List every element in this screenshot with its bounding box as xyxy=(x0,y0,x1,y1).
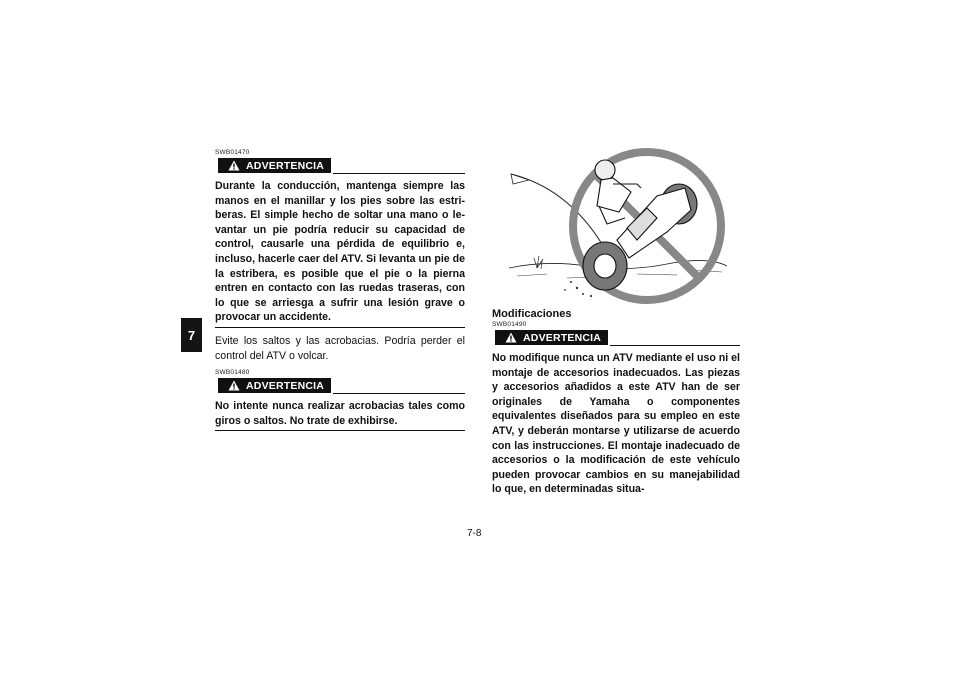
warning-text: No modifique nunca un ATV mediante el uso ni el montaje de accesorios inadecuados. Las piezas y accesorios añadidos a este ATV han de ser originales de Yamaha o componentes equivalentes diseñados para su empleo en este ATV, y deberán montarse y utilizarse de acuerdo con las instrucciones. El montaje inadecuado de accesorios o la modificación de este vehículo pueden provocar cambios en su manejabilidad lo que, en determinadas situa- xyxy=(492,352,740,496)
warning-label: ADVERTENCIA xyxy=(523,331,602,344)
warning-code: SWB01480 xyxy=(215,369,250,377)
warning-badge xyxy=(218,378,331,393)
chapter-tab: 7 xyxy=(181,318,202,352)
body-paragraph: Evite los saltos y las acrobacias. Podría perder el control del ATV o volcar. xyxy=(215,334,465,362)
warning-header xyxy=(215,378,465,394)
warning-text: Durante la conducción, mantenga siempre las manos en el manillar y los pies sobre las estriberas. El simple hecho de soltar una mano o levantar un pie podría reducir su capacidad de control, causarle una pérdida de equilibrio e, incluso, hacerle caer del ATV. Si levanta un pie de la estribera, es posible que el pie o la pierna entren en contacto con las ruedas traseras, con lo que se arriesga a sufrir una lesión grave o provocar un accidente. xyxy=(215,179,465,328)
section-title: Modificaciones xyxy=(492,308,572,320)
right-column xyxy=(492,307,740,499)
warning-label: ADVERTENCIA xyxy=(246,379,325,392)
warning-rule xyxy=(333,173,465,174)
warning-header xyxy=(215,158,465,174)
warning-triangle-icon xyxy=(228,380,240,391)
warning-label: ADVERTENCIA xyxy=(246,159,325,172)
warning-code: SWB01470 xyxy=(215,149,250,156)
warning-code: SWB01490 xyxy=(492,321,527,328)
warning-badge xyxy=(495,330,608,345)
warning-rule xyxy=(610,345,740,346)
page-number: 7-8 xyxy=(467,528,482,539)
left-column xyxy=(215,149,465,431)
warning-badge xyxy=(218,158,331,173)
warning-header xyxy=(492,330,740,346)
warning-triangle-icon xyxy=(505,332,517,343)
warning-rule xyxy=(333,393,465,394)
atv-wheelie-prohibited-illustration xyxy=(507,148,729,304)
warning-text: No intente nunca realizar acrobacias tales como giros o saltos. No trate de exhibirse. xyxy=(215,399,465,431)
warning-triangle-icon xyxy=(228,160,240,171)
